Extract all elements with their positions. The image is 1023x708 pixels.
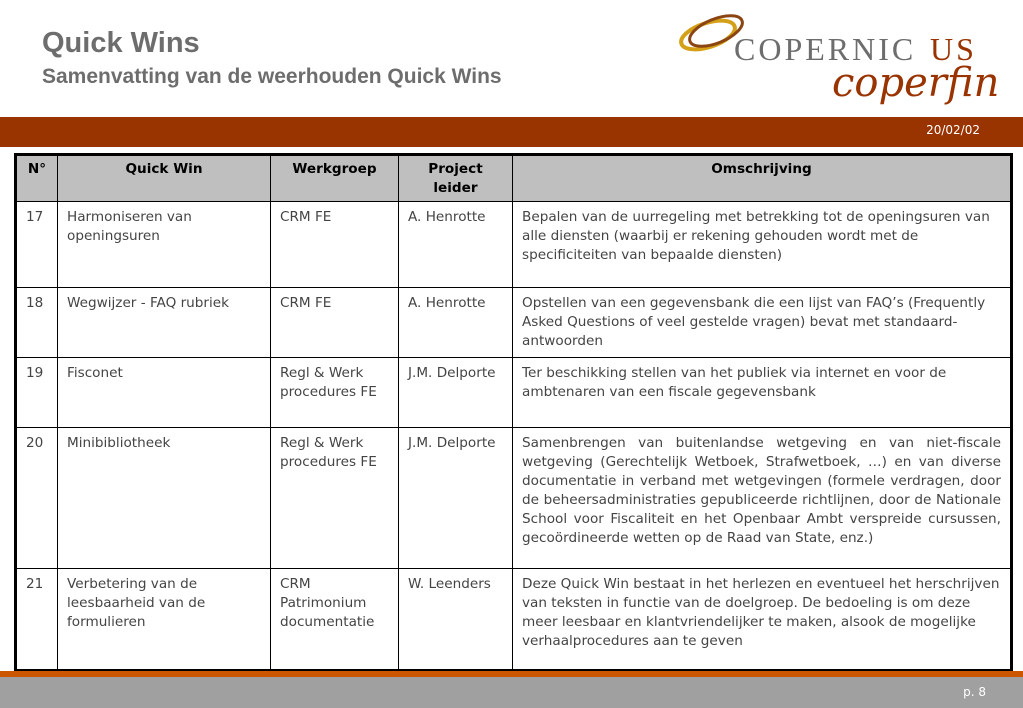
column-header-omschrijving: Omschrijving bbox=[513, 155, 1012, 202]
cell-werkgroep: Regl & Werk procedures FE bbox=[271, 358, 399, 428]
cell-nr: 17 bbox=[16, 202, 58, 288]
footer-bar bbox=[0, 677, 1023, 708]
page-number: p. 8 bbox=[963, 685, 986, 699]
quick-wins-table bbox=[14, 153, 1010, 671]
cell-nr: 20 bbox=[16, 428, 58, 569]
copernicus-coperfin-logo bbox=[672, 8, 1012, 113]
header-bar bbox=[0, 117, 1023, 147]
page-subtitle: Samenvatting van de weerhouden Quick Wins bbox=[42, 65, 502, 88]
cell-quick-win: Wegwijzer - FAQ rubriek bbox=[58, 288, 271, 358]
cell-werkgroep: CRM FE bbox=[271, 288, 399, 358]
cell-nr: 21 bbox=[16, 569, 58, 671]
cell-werkgroep: Regl & Werk procedures FE bbox=[271, 428, 399, 569]
svg-text:coperfin: coperfin bbox=[832, 60, 1000, 106]
cell-omschrijving: Bepalen van de uurregeling met betrekking tot de openingsuren van alle diensten (waarbij er rekening gehouden wordt met de specificiteiten van bepaalde diensten) bbox=[513, 202, 1012, 288]
cell-quick-win: Verbetering van de leesbaarheid van de formulieren bbox=[58, 569, 271, 671]
column-header-werkgroep: Werkgroep bbox=[271, 155, 399, 202]
cell-quick-win: Fisconet bbox=[58, 358, 271, 428]
cell-werkgroep: CRM Patrimonium documentatie bbox=[271, 569, 399, 671]
column-header-project-leider: Project leider bbox=[399, 155, 513, 202]
date-label: 20/02/02 bbox=[926, 123, 980, 137]
cell-project-leider: A. Henrotte bbox=[399, 288, 513, 358]
cell-nr: 18 bbox=[16, 288, 58, 358]
cell-project-leider: W. Leenders bbox=[399, 569, 513, 671]
cell-omschrijving: Samenbrengen van buitenlandse wetgeving en van niet-fiscale wetgeving (Gerechtelijk Wetboek, Strafwetboek, …) en van diverse documentatie in verband met wetgevingen (formele verdragen, door de beheersadministraties gepubliceerde richtlijnen, door de Nationale School voor Fiscaliteit en het Openbaar Ambt verspreide cursussen, gecoördineerde wetten op de Raad van State, enz.) bbox=[513, 428, 1012, 569]
column-header-nr: N° bbox=[16, 155, 58, 202]
cell-werkgroep: CRM FE bbox=[271, 202, 399, 288]
column-header-quick-win: Quick Win bbox=[58, 155, 271, 202]
cell-quick-win: Minibibliotheek bbox=[58, 428, 271, 569]
cell-omschrijving: Ter beschikking stellen van het publiek via internet en voor de ambtenaren van een fiscale gegevensbank bbox=[513, 358, 1012, 428]
cell-quick-win: Harmoniseren van openingsuren bbox=[58, 202, 271, 288]
page-title: Quick Wins bbox=[42, 27, 200, 59]
table-row bbox=[16, 569, 1012, 671]
table-row bbox=[16, 288, 1012, 358]
cell-omschrijving: Opstellen van een gegevensbank die een lijst van FAQ’s (Frequently Asked Questions of veel gestelde vragen) bevat met standaard-antwoorden bbox=[513, 288, 1012, 358]
svg-text:US: US bbox=[930, 31, 977, 67]
svg-text:COPERNIC: COPERNIC bbox=[734, 31, 917, 67]
table-header-row bbox=[16, 155, 1012, 202]
cell-project-leider: J.M. Delporte bbox=[399, 428, 513, 569]
cell-project-leider: A. Henrotte bbox=[399, 202, 513, 288]
table-row bbox=[16, 202, 1012, 288]
cell-omschrijving: Deze Quick Win bestaat in het herlezen en eventueel het herschrijven van teksten in functie van de doelgroep. De bedoeling is om deze meer leesbaar en klantvriendelijker te maken, alsook de mogelijke verhaalprocedures aan te geven bbox=[513, 569, 1012, 671]
table-row bbox=[16, 358, 1012, 428]
table-row bbox=[16, 428, 1012, 569]
cell-nr: 19 bbox=[16, 358, 58, 428]
cell-project-leider: J.M. Delporte bbox=[399, 358, 513, 428]
